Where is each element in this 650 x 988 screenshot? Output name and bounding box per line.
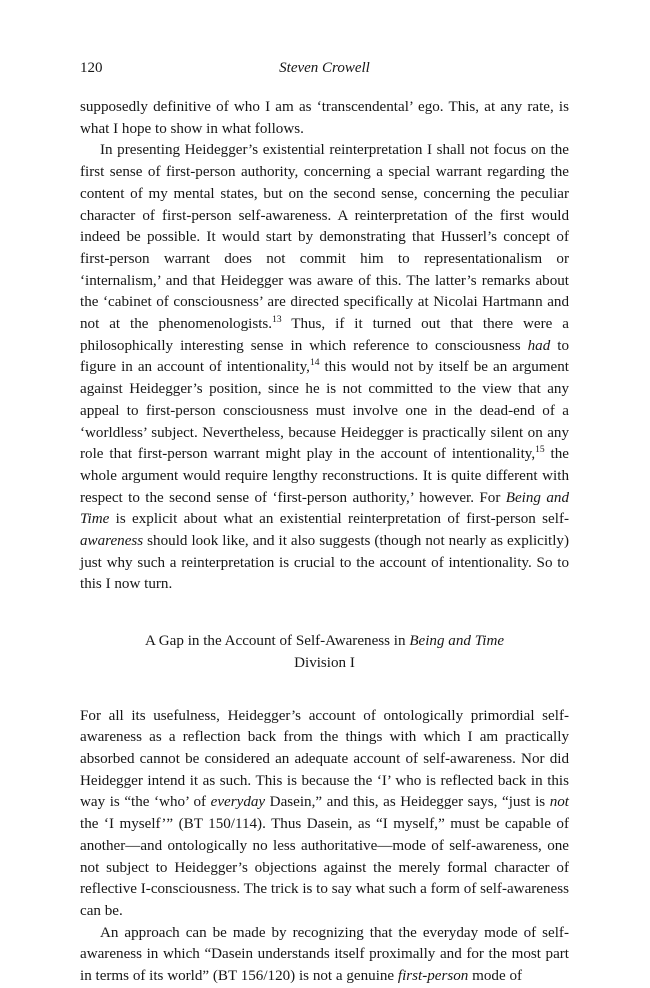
footnote-ref-13: 13: [272, 315, 282, 325]
section-heading: A Gap in the Account of Self-Awareness in Being and Time Division I: [144, 633, 505, 671]
paragraph-approach: An approach can be made by recognizing that the everyday mode of self-awareness in which “Dasein understands itself proximally and for the most part in terms of its world” (BT 156/120) is not a genuine first-person mode of: [80, 924, 569, 985]
footnote-ref-14: 14: [309, 358, 320, 369]
page-number: 120: [80, 60, 103, 76]
running-head: Steven Crowell: [279, 60, 370, 76]
paragraph-reinterpretation: In presenting Heidegger’s existential reinterpretation I shall not focus on the first sense of first-person authority, concerning a special warrant regarding the content of my mental states, but on the second sense, concerning the peculiar character of first-person self-awareness. A reinterpretation of the first would indeed be possible. It would start by demonstrating that Husserl’s concept of first-person warrant does not commit him to representationalism or ‘internalism,’ and that Heidegger was aware of this. The latter’s remarks about the ‘cabinet of consciousness’ are directed specifically at Nicolai Hartmann and not at the phenomenologists.$^{13}$ Thus, if it turned out that there were a philosophically interesting sense in which reference to consciousness had to figure in an account of intentionality,$^{14}$ this would not by itself be an argument against Heidegger’s position, since he is not committed to the view that any appeal to first-person consciousness must involve one in the dead-end of a ‘worldless’ subject. Nevertheless, because Heidegger is practically silent on any role that first-person warrant might play in the account of intentionality,$^{15}$ the whole argument would require lengthy reconstructions. It is quite different with respect to the second sense of ‘first-person authority,’ however. For Being and Time is explicit about what an existential reinterpretation of first-person self-awareness should look like, and it also suggests (though not nearly as explicitly) just why such a reinterpretation is crucial to the account of intentionality. So to this I now turn.: [80, 142, 569, 593]
paragraph-gap: For all its usefulness, Heidegger’s account of ontologically primordial self-awareness as a reflection back from the things with which I am practically absorbed cannot be considered an adequate account of self-awareness. Nor did Heidegger intend it as such. This is because the ‘I’ who is reflected back in this way is “the ‘who’ of everyday Dasein,” and this, as Heidegger says, “just is not the ‘I myself’” (BT 150/114). Thus Dasein, as “I myself,” must be capable of another—and ontologically no less authoritative—mode of self-awareness, one not subject to Heidegger’s objections against the merely formal character of reflective I-consciousness. The trick is to say what such a form of self-awareness can be.: [80, 707, 569, 919]
page-body: [80, 97, 569, 988]
page-header: [80, 60, 569, 80]
footnote-ref-15: 15: [535, 445, 545, 456]
paragraph-continued: supposedly definitive of who I am as ‘transcendental’ ego. This, at any rate, is what I hope to show in what follows.: [80, 99, 569, 137]
